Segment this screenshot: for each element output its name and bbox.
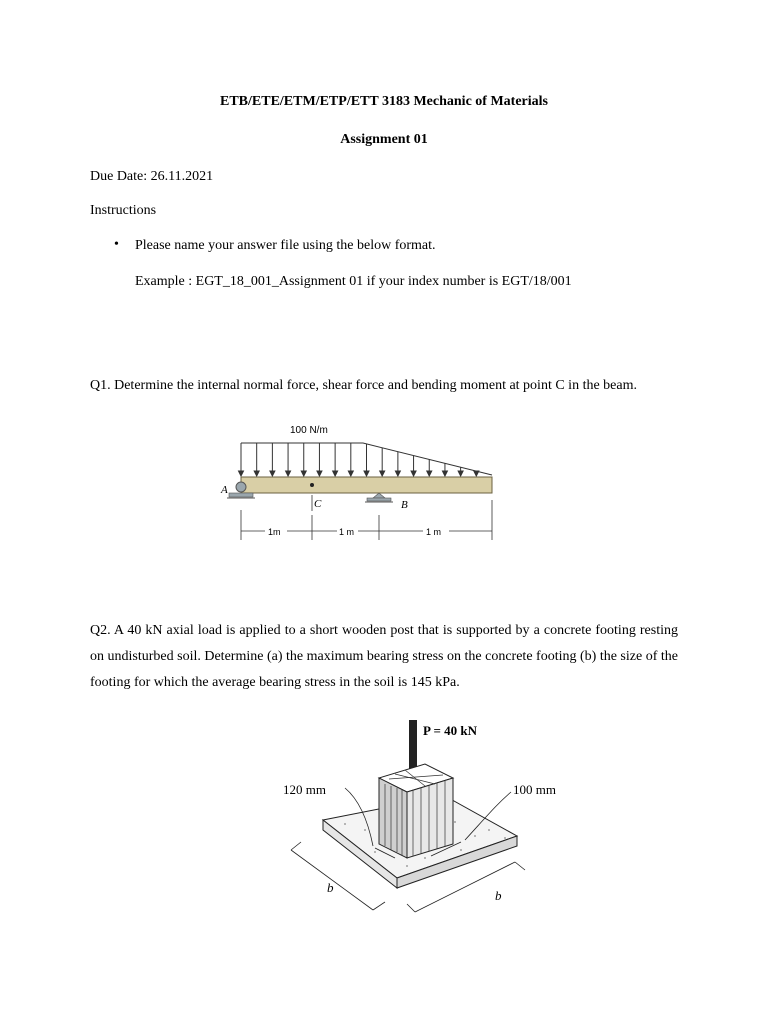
q1-load-label: 100 N/m — [290, 425, 328, 436]
q2-dim-b-right: b — [495, 888, 502, 903]
q2-footing-figure — [275, 712, 595, 942]
q1-label-c: C — [314, 498, 322, 510]
q1-load-arrows — [239, 443, 479, 476]
q1-label-b: B — [401, 499, 408, 511]
q1-text: Q1. Determine the internal normal force, shear force and bending moment at point C in the beam. — [90, 378, 637, 393]
bullet-icon: • — [114, 237, 119, 252]
instruction-example: Example : EGT_18_001_Assignment 01 if your index number is EGT/18/001 — [135, 274, 572, 289]
q1-point-c-marker — [310, 483, 314, 487]
q1-beam-figure — [215, 415, 505, 545]
q2-load-label: P = 40 kN — [423, 723, 477, 738]
q1-label-a: A — [221, 484, 228, 496]
q2-dim-left: 120 mm — [283, 782, 326, 797]
document-title: ETB/ETE/ETM/ETP/ETT 3183 Mechanic of Materials — [220, 94, 548, 109]
instruction-bullet-text: Please name your answer file using the below format. — [135, 238, 436, 253]
q1-dim-1: 1m — [268, 527, 281, 537]
q1-roller-support-b — [365, 493, 393, 502]
q2-dim-right: 100 mm — [513, 782, 556, 797]
q2-wooden-post — [379, 764, 453, 858]
q2-dim-b-left: b — [327, 880, 334, 895]
due-date: Due Date: 26.11.2021 — [90, 169, 214, 184]
instructions-heading: Instructions — [90, 203, 157, 218]
q2-text: Q2. A 40 kN axial load is applied to a short wooden post that is supported by a concrete footing resting on undisturbed soil. Determine (a) the maximum bearing stress on the concrete footing (b) the size of the footing for which the average bearing stress in the soil is 145 kPa. — [90, 623, 678, 690]
q1-dim-2: 1 m — [339, 527, 355, 537]
assignment-title: Assignment 01 — [340, 132, 428, 147]
q1-dim-3: 1 m — [426, 527, 442, 537]
q1-beam — [241, 477, 492, 493]
